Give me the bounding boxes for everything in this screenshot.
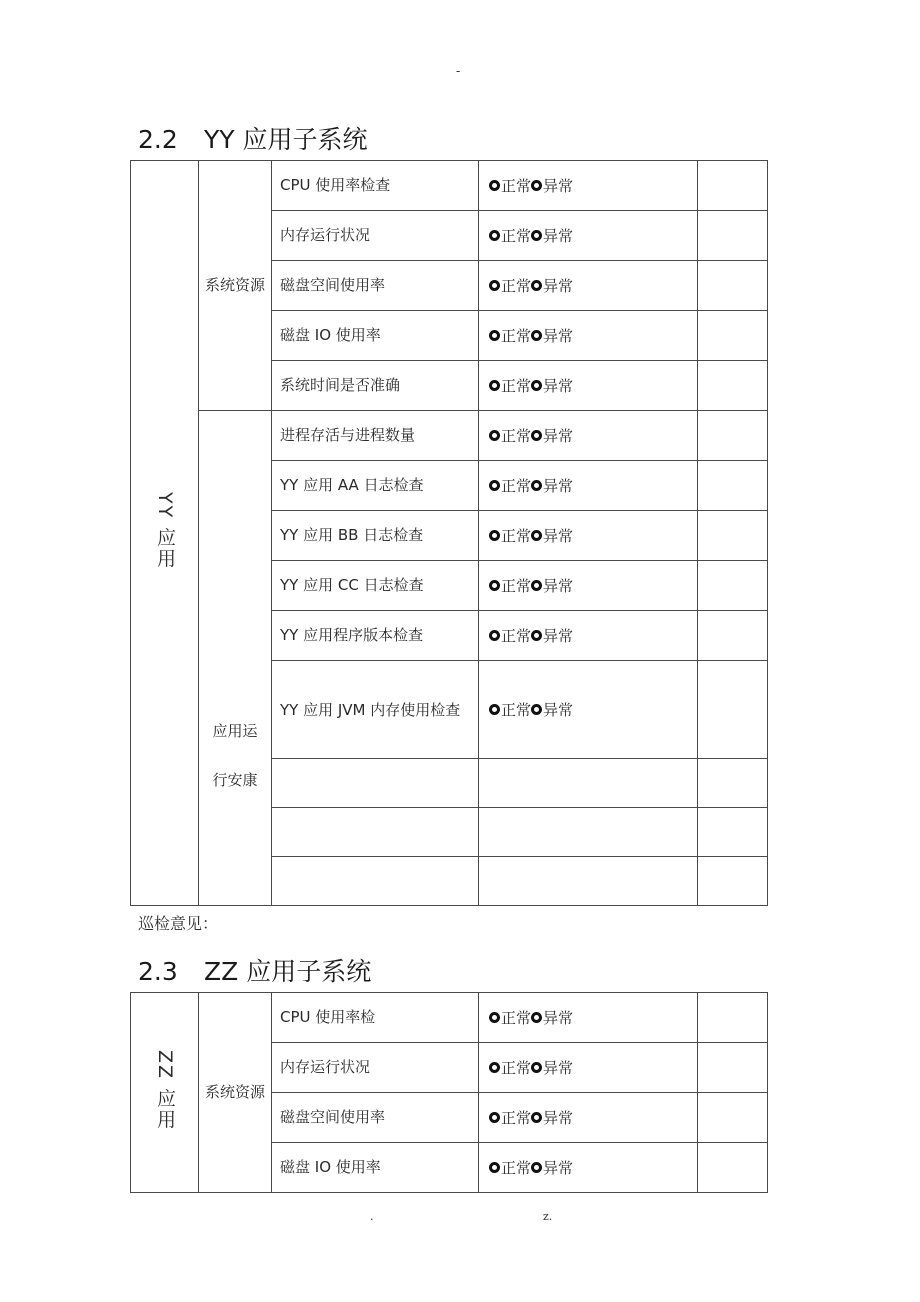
status-option-abnormal[interactable] bbox=[531, 1107, 573, 1128]
page-header-mark: - bbox=[456, 64, 461, 78]
status-normal-label: 正常 bbox=[501, 1159, 532, 1177]
status-cell bbox=[479, 311, 698, 361]
status-cell bbox=[479, 261, 698, 311]
status-abnormal-label: 异常 bbox=[543, 1009, 574, 1027]
check-item: YY 应用 JVM 内存使用检查 bbox=[272, 661, 479, 759]
blank-status-cell bbox=[479, 759, 698, 808]
status-option-normal[interactable] bbox=[489, 525, 531, 546]
category-cell bbox=[199, 411, 272, 906]
status-option-normal[interactable] bbox=[489, 225, 531, 246]
status-option-normal[interactable] bbox=[489, 325, 531, 346]
status-option-abnormal[interactable] bbox=[531, 1157, 573, 1178]
table-row bbox=[131, 161, 768, 211]
remark-cell bbox=[698, 211, 768, 261]
check-item: 系统时间是否准确 bbox=[272, 361, 479, 411]
remark-cell bbox=[698, 661, 768, 759]
status-option-normal[interactable] bbox=[489, 1007, 531, 1028]
status-option-normal[interactable] bbox=[489, 1157, 531, 1178]
radio-icon bbox=[489, 530, 500, 541]
radio-icon bbox=[489, 380, 500, 391]
status-option-normal[interactable] bbox=[489, 575, 531, 596]
remark-cell bbox=[698, 857, 768, 906]
radio-icon bbox=[531, 480, 542, 491]
status-option-normal[interactable] bbox=[489, 1057, 531, 1078]
remark-cell bbox=[698, 161, 768, 211]
status-option-abnormal[interactable] bbox=[531, 375, 573, 396]
status-cell bbox=[479, 211, 698, 261]
status-cell bbox=[479, 1143, 698, 1193]
status-cell bbox=[479, 161, 698, 211]
status-option-normal[interactable] bbox=[489, 1107, 531, 1128]
status-cell bbox=[479, 361, 698, 411]
category-label: 应用运行安康 bbox=[212, 722, 258, 789]
section-heading-yy bbox=[138, 120, 368, 156]
radio-icon bbox=[531, 380, 542, 391]
blank-status-cell bbox=[479, 857, 698, 906]
radio-icon bbox=[489, 1012, 500, 1023]
section-title: ZZ 应用子系统 bbox=[204, 957, 372, 986]
radio-icon bbox=[531, 704, 542, 715]
radio-icon bbox=[531, 280, 542, 291]
status-option-normal[interactable] bbox=[489, 375, 531, 396]
status-abnormal-label: 异常 bbox=[543, 577, 574, 595]
status-abnormal-label: 异常 bbox=[543, 177, 574, 195]
remark-cell bbox=[698, 261, 768, 311]
check-item: 内存运行状况 bbox=[272, 211, 479, 261]
radio-icon bbox=[531, 180, 542, 191]
check-item: YY 应用 CC 日志检查 bbox=[272, 561, 479, 611]
status-cell bbox=[479, 1043, 698, 1093]
check-item: CPU 使用率检 bbox=[272, 993, 479, 1043]
radio-icon bbox=[531, 1112, 542, 1123]
radio-icon bbox=[489, 280, 500, 291]
radio-icon bbox=[531, 530, 542, 541]
status-option-abnormal[interactable] bbox=[531, 575, 573, 596]
status-cell bbox=[479, 1093, 698, 1143]
status-normal-label: 正常 bbox=[501, 701, 532, 719]
status-normal-label: 正常 bbox=[501, 227, 532, 245]
radio-icon bbox=[489, 480, 500, 491]
remark-cell bbox=[698, 1143, 768, 1193]
status-option-abnormal[interactable] bbox=[531, 475, 573, 496]
check-item: YY 应用 BB 日志检查 bbox=[272, 511, 479, 561]
status-abnormal-label: 异常 bbox=[543, 701, 574, 719]
page-footer-right: z. bbox=[543, 1210, 553, 1223]
inspection-table-zz bbox=[130, 992, 768, 1193]
check-item: 磁盘 IO 使用率 bbox=[272, 1143, 479, 1193]
check-item: 磁盘 IO 使用率 bbox=[272, 311, 479, 361]
blank-item-cell bbox=[272, 857, 479, 906]
status-option-abnormal[interactable] bbox=[531, 1057, 573, 1078]
radio-icon bbox=[531, 430, 542, 441]
blank-item-cell bbox=[272, 759, 479, 808]
status-abnormal-label: 异常 bbox=[543, 1109, 574, 1127]
category-cell bbox=[199, 993, 272, 1193]
category-label: 系统资源 bbox=[204, 1083, 265, 1101]
status-cell bbox=[479, 993, 698, 1043]
status-option-abnormal[interactable] bbox=[531, 275, 573, 296]
section-number: 2.2 bbox=[138, 125, 178, 154]
category-cell bbox=[199, 161, 272, 411]
remark-cell bbox=[698, 993, 768, 1043]
section-number: 2.3 bbox=[138, 957, 178, 986]
status-normal-label: 正常 bbox=[501, 177, 532, 195]
status-option-normal[interactable] bbox=[489, 275, 531, 296]
status-option-abnormal[interactable] bbox=[531, 425, 573, 446]
radio-icon bbox=[531, 230, 542, 241]
remark-cell bbox=[698, 1043, 768, 1093]
table-row bbox=[131, 411, 768, 461]
status-normal-label: 正常 bbox=[501, 427, 532, 445]
status-normal-label: 正常 bbox=[501, 627, 532, 645]
check-item: YY 应用 AA 日志检查 bbox=[272, 461, 479, 511]
remark-cell bbox=[698, 361, 768, 411]
check-item: 进程存活与进程数量 bbox=[272, 411, 479, 461]
status-option-abnormal[interactable] bbox=[531, 1007, 573, 1028]
status-normal-label: 正常 bbox=[501, 577, 532, 595]
status-cell bbox=[479, 611, 698, 661]
status-normal-label: 正常 bbox=[501, 1059, 532, 1077]
check-item: 磁盘空间使用率 bbox=[272, 261, 479, 311]
radio-icon bbox=[489, 180, 500, 191]
radio-icon bbox=[489, 1162, 500, 1173]
remark-cell bbox=[698, 411, 768, 461]
check-item: 内存运行状况 bbox=[272, 1043, 479, 1093]
radio-icon bbox=[531, 1012, 542, 1023]
status-normal-label: 正常 bbox=[501, 527, 532, 545]
remark-cell bbox=[698, 611, 768, 661]
status-abnormal-label: 异常 bbox=[543, 377, 574, 395]
system-label-cell bbox=[131, 161, 199, 906]
radio-icon bbox=[489, 704, 500, 715]
category-label: 系统资源 bbox=[204, 276, 265, 294]
check-item: CPU 使用率检查 bbox=[272, 161, 479, 211]
blank-status-cell bbox=[479, 808, 698, 857]
status-normal-label: 正常 bbox=[501, 277, 532, 295]
status-cell bbox=[479, 511, 698, 561]
radio-icon bbox=[489, 630, 500, 641]
status-cell bbox=[479, 561, 698, 611]
section-heading-zz bbox=[138, 952, 371, 988]
status-abnormal-label: 异常 bbox=[543, 1159, 574, 1177]
radio-icon bbox=[489, 430, 500, 441]
remark-cell bbox=[698, 461, 768, 511]
radio-icon bbox=[531, 1162, 542, 1173]
status-normal-label: 正常 bbox=[501, 327, 532, 345]
check-item: YY 应用程序版本检查 bbox=[272, 611, 479, 661]
system-label: YY 应用 bbox=[154, 492, 176, 570]
section-title: YY 应用子系统 bbox=[204, 125, 368, 154]
radio-icon bbox=[531, 1062, 542, 1073]
status-cell bbox=[479, 461, 698, 511]
check-item: 磁盘空间使用率 bbox=[272, 1093, 479, 1143]
radio-icon bbox=[531, 330, 542, 341]
status-abnormal-label: 异常 bbox=[543, 277, 574, 295]
blank-item-cell bbox=[272, 808, 479, 857]
table-row bbox=[131, 993, 768, 1043]
status-abnormal-label: 异常 bbox=[543, 477, 574, 495]
radio-icon bbox=[489, 1062, 500, 1073]
status-cell bbox=[479, 411, 698, 461]
remark-cell bbox=[698, 311, 768, 361]
status-option-normal[interactable] bbox=[489, 475, 531, 496]
status-normal-label: 正常 bbox=[501, 477, 532, 495]
status-abnormal-label: 异常 bbox=[543, 627, 574, 645]
status-option-normal[interactable] bbox=[489, 175, 531, 196]
remark-cell bbox=[698, 759, 768, 808]
radio-icon bbox=[531, 580, 542, 591]
system-label: ZZ 应用 bbox=[154, 1050, 176, 1131]
status-option-abnormal[interactable] bbox=[531, 625, 573, 646]
status-option-normal[interactable] bbox=[489, 699, 531, 720]
status-abnormal-label: 异常 bbox=[543, 427, 574, 445]
remark-cell bbox=[698, 511, 768, 561]
radio-icon bbox=[489, 230, 500, 241]
system-label-cell bbox=[131, 993, 199, 1193]
status-option-normal[interactable] bbox=[489, 425, 531, 446]
inspection-opinion-label: 巡检意见： bbox=[138, 914, 219, 933]
radio-icon bbox=[489, 1112, 500, 1123]
status-option-abnormal[interactable] bbox=[531, 175, 573, 196]
remark-cell bbox=[698, 1093, 768, 1143]
remark-cell bbox=[698, 808, 768, 857]
status-normal-label: 正常 bbox=[501, 1009, 532, 1027]
inspection-table-yy bbox=[130, 160, 768, 906]
radio-icon bbox=[531, 630, 542, 641]
remark-cell bbox=[698, 561, 768, 611]
status-normal-label: 正常 bbox=[501, 1109, 532, 1127]
status-option-abnormal[interactable] bbox=[531, 525, 573, 546]
page-footer-left: . bbox=[370, 1210, 374, 1223]
status-cell bbox=[479, 661, 698, 759]
status-option-abnormal[interactable] bbox=[531, 225, 573, 246]
status-option-abnormal[interactable] bbox=[531, 325, 573, 346]
status-option-abnormal[interactable] bbox=[531, 699, 573, 720]
radio-icon bbox=[489, 330, 500, 341]
status-abnormal-label: 异常 bbox=[543, 1059, 574, 1077]
status-abnormal-label: 异常 bbox=[543, 527, 574, 545]
status-abnormal-label: 异常 bbox=[543, 327, 574, 345]
status-normal-label: 正常 bbox=[501, 377, 532, 395]
status-option-normal[interactable] bbox=[489, 625, 531, 646]
status-abnormal-label: 异常 bbox=[543, 227, 574, 245]
radio-icon bbox=[489, 580, 500, 591]
